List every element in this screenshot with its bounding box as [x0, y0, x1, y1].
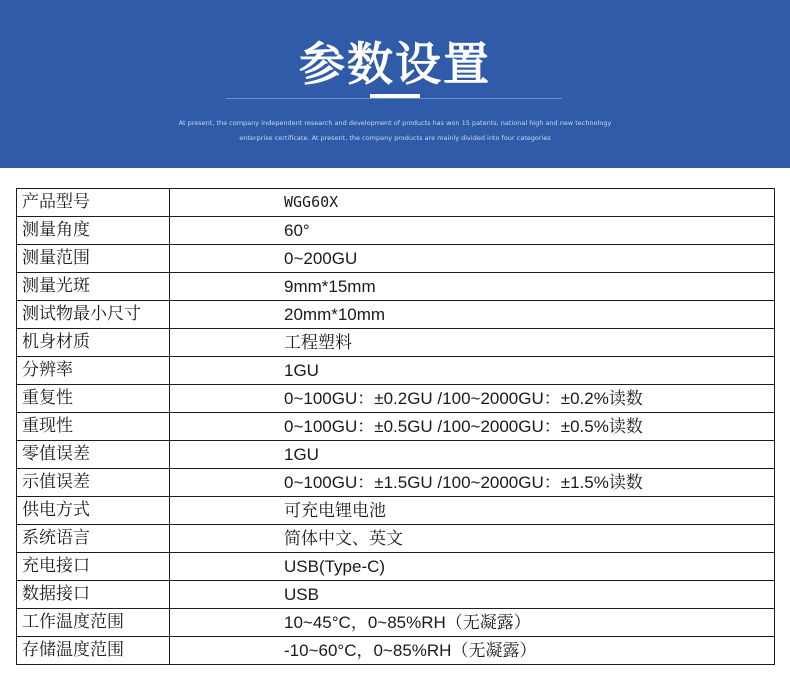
spec-row-language: [17, 525, 775, 553]
spec-label: 重现性: [17, 413, 170, 441]
spec-label: 分辨率: [17, 357, 170, 385]
spec-value: 可充电锂电池: [170, 497, 775, 525]
spec-label: 测量范围: [17, 245, 170, 273]
spec-row-angle: [17, 217, 775, 245]
spec-value: 0~100GU：±1.5GU /100~2000GU：±1.5%读数: [170, 469, 775, 497]
banner-subtitle-line-1: At present, the company independent research and development of products has won 15 patents, national high and new technology: [178, 119, 612, 127]
spec-label: 测量角度: [17, 217, 170, 245]
spec-value: -10~60°C，0~85%RH（无凝露）: [170, 637, 775, 665]
spec-row-reproducibility: [17, 413, 775, 441]
title-divider: [226, 98, 562, 99]
spec-value: 1GU: [170, 441, 775, 469]
spec-label: 零值误差: [17, 441, 170, 469]
spec-label: 数据接口: [17, 581, 170, 609]
spec-value: 60°: [170, 217, 775, 245]
spec-label: 机身材质: [17, 329, 170, 357]
page-title: 参数设置: [299, 37, 491, 91]
spec-label: 测量光斑: [17, 273, 170, 301]
title-divider-accent: [370, 94, 420, 98]
spec-label: 充电接口: [17, 553, 170, 581]
spec-table: [16, 188, 775, 665]
spec-value: 0~200GU: [170, 245, 775, 273]
spec-row-indication-error: [17, 469, 775, 497]
spec-label: 测试物最小尺寸: [17, 301, 170, 329]
spec-value: 1GU: [170, 357, 775, 385]
spec-row-data-port: [17, 581, 775, 609]
spec-row-operating-temp: [17, 609, 775, 637]
spec-label: 示值误差: [17, 469, 170, 497]
spec-row-material: [17, 329, 775, 357]
spec-value: 工程塑料: [170, 329, 775, 357]
banner-subtitle-line-2: enterprise certificate. At present, the company products are mainly divided into four categories: [239, 134, 551, 142]
spec-value: 0~100GU：±0.2GU /100~2000GU：±0.2%读数: [170, 385, 775, 413]
spec-value: 9mm*15mm: [170, 273, 775, 301]
spec-value: 0~100GU：±0.5GU /100~2000GU：±0.5%读数: [170, 413, 775, 441]
spec-value: WGG60X: [170, 189, 775, 217]
spec-row-power: [17, 497, 775, 525]
spec-label: 供电方式: [17, 497, 170, 525]
spec-row-zero-error: [17, 441, 775, 469]
spec-label: 产品型号: [17, 189, 170, 217]
spec-value: USB: [170, 581, 775, 609]
spec-label: 工作温度范围: [17, 609, 170, 637]
spec-label: 重复性: [17, 385, 170, 413]
spec-row-range: [17, 245, 775, 273]
spec-value: 20mm*10mm: [170, 301, 775, 329]
spec-row-spot: [17, 273, 775, 301]
spec-row-repeatability: [17, 385, 775, 413]
spec-row-model: [17, 189, 775, 217]
spec-row-storage-temp: [17, 637, 775, 665]
spec-value: 10~45°C，0~85%RH（无凝露）: [170, 609, 775, 637]
spec-label: 存储温度范围: [17, 637, 170, 665]
spec-row-resolution: [17, 357, 775, 385]
spec-value: USB(Type-C): [170, 553, 775, 581]
spec-row-min-size: [17, 301, 775, 329]
spec-label: 系统语言: [17, 525, 170, 553]
header-banner: [0, 0, 790, 168]
spec-value: 简体中文、英文: [170, 525, 775, 553]
spec-row-charging-port: [17, 553, 775, 581]
